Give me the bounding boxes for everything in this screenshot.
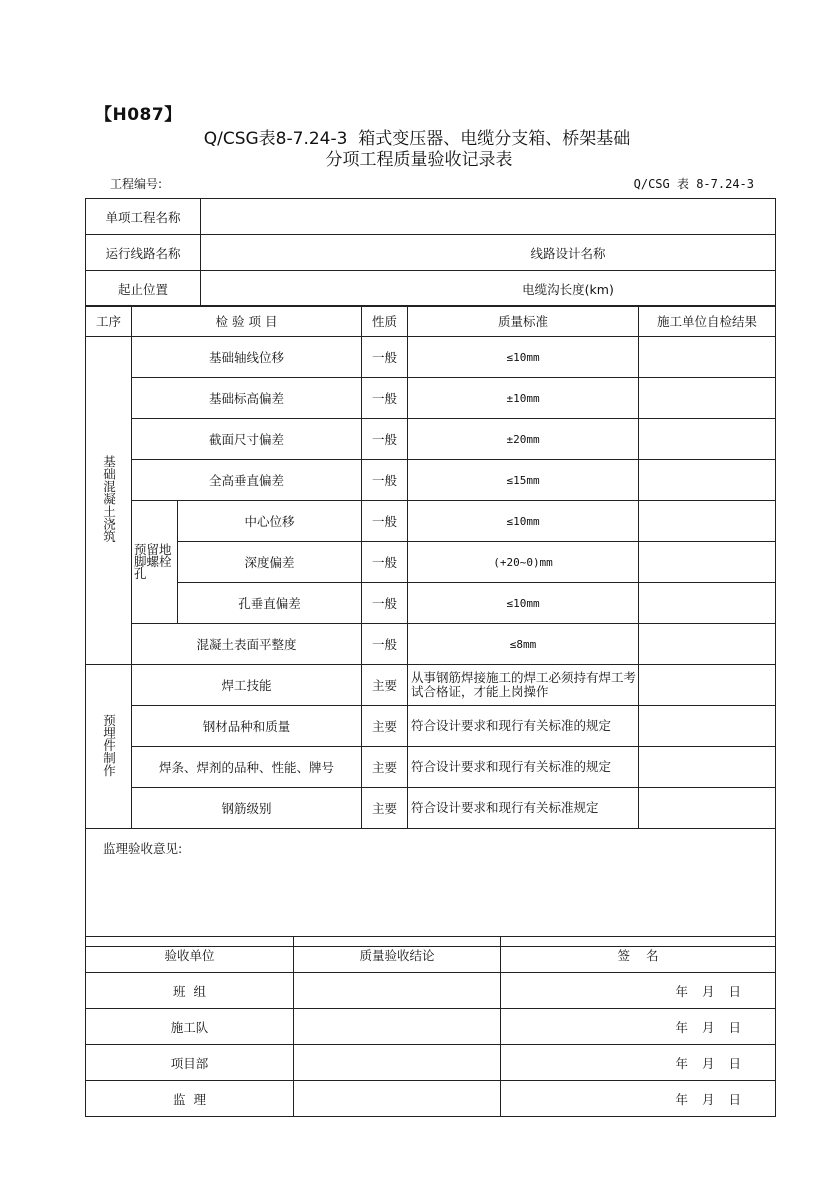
table-row — [86, 788, 776, 829]
conclusion-cell[interactable] — [294, 1045, 501, 1081]
col-item: 检 验 项 目 — [132, 306, 362, 337]
form-code: Q/CSG 表 8-7.24-3 — [633, 177, 754, 191]
nature-cell: 一般 — [362, 337, 408, 378]
col-conclusion: 质量验收结论 — [294, 937, 501, 973]
col-process: 工序 — [86, 306, 132, 337]
trench-length-label: 电缆沟长度(km) — [522, 281, 614, 297]
standard-cell: ≤15mm — [408, 460, 639, 501]
group-concrete-label: 基础混凝土浇筑 — [101, 455, 117, 543]
item-cell: 焊条、焊剂的品种、性能、牌号 — [132, 747, 362, 788]
table-row — [86, 706, 776, 747]
standard-cell: 符合设计要求和现行有关标准规定 — [408, 788, 639, 829]
result-cell[interactable] — [639, 501, 776, 542]
nature-cell: 主要 — [362, 788, 408, 829]
single-project-label: 单项工程名称 — [86, 199, 201, 235]
date-month: 月 — [701, 1091, 715, 1107]
result-cell[interactable] — [639, 583, 776, 624]
result-cell[interactable] — [639, 460, 776, 501]
signature-cell[interactable] — [501, 1009, 776, 1045]
col-signature-label: 签 名 — [617, 947, 659, 963]
standard-cell: (+20~0)mm — [408, 542, 639, 583]
title-line1-text: Q/CSG表8-7.24-3 箱式变压器、电缆分支箱、桥架基础 — [203, 129, 631, 149]
signature-cell[interactable] — [501, 1045, 776, 1081]
result-cell[interactable] — [639, 419, 776, 460]
standard-cell: 从事钢筋焊接施工的焊工必须持有焊工考试合格证，才能上岗操作 — [408, 665, 639, 706]
table-row — [86, 747, 776, 788]
date-month: 月 — [701, 1019, 715, 1035]
item-cell: 孔垂直偏差 — [178, 583, 362, 624]
date-year: 年 — [675, 1019, 688, 1035]
item-cell: 基础标高偏差 — [132, 378, 362, 419]
item-cell: 钢材品种和质量 — [132, 706, 362, 747]
table-row — [86, 542, 776, 583]
unit-cell — [86, 1045, 294, 1081]
sign-row-supervision — [86, 1081, 776, 1117]
result-cell[interactable] — [639, 378, 776, 419]
form-title-line2: 分项工程质量验收记录表 — [325, 150, 513, 170]
unit-label: 项目部 — [170, 1055, 209, 1071]
standard-cell: ≤8mm — [408, 624, 639, 665]
standard-cell: ±10mm — [408, 378, 639, 419]
date-year: 年 — [675, 1091, 688, 1107]
nature-cell: 一般 — [362, 501, 408, 542]
unit-label: 班 组 — [173, 983, 206, 999]
result-cell[interactable] — [639, 542, 776, 583]
supervision-comment-table — [85, 828, 776, 947]
result-cell[interactable] — [639, 624, 776, 665]
table-row — [86, 501, 776, 542]
standard-cell: ≤10mm — [408, 583, 639, 624]
conclusion-cell[interactable] — [294, 1081, 501, 1117]
date-day: 日 — [728, 1055, 741, 1071]
date-month: 月 — [701, 983, 715, 999]
standard-cell: 符合设计要求和现行有关标准的规定 — [408, 747, 639, 788]
date-day: 日 — [728, 1019, 741, 1035]
group-embedded-label: 预埋件制作 — [101, 713, 117, 777]
inspection-table — [85, 305, 776, 829]
item-cell: 中心位移 — [178, 501, 362, 542]
unit-cell — [86, 1009, 294, 1045]
result-cell[interactable] — [639, 337, 776, 378]
table-row — [86, 337, 776, 378]
unit-label: 施工队 — [170, 1019, 209, 1035]
sign-header-row — [86, 937, 776, 973]
line-name-label: 运行线路名称 — [86, 235, 201, 271]
sign-table — [85, 936, 776, 1117]
standard-cell: ≤10mm — [408, 337, 639, 378]
nature-cell: 一般 — [362, 460, 408, 501]
item-cell: 混凝土表面平整度 — [132, 624, 362, 665]
table-row — [86, 378, 776, 419]
item-cell: 全高垂直偏差 — [132, 460, 362, 501]
result-cell[interactable] — [639, 788, 776, 829]
table-row — [86, 624, 776, 665]
table-row — [86, 419, 776, 460]
info-table — [85, 198, 776, 307]
nature-cell: 一般 — [362, 419, 408, 460]
item-cell: 钢筋级别 — [132, 788, 362, 829]
signature-cell[interactable] — [501, 1081, 776, 1117]
info-row-line-name — [86, 235, 776, 271]
table-row — [86, 460, 776, 501]
date-month: 月 — [701, 1055, 715, 1071]
project-number-label: 工程编号: — [110, 177, 163, 191]
start-end-label: 起止位置 — [86, 271, 201, 307]
supervision-comment-cell[interactable] — [86, 829, 776, 947]
nature-cell: 一般 — [362, 583, 408, 624]
item-cell: 深度偏差 — [178, 542, 362, 583]
nature-cell: 主要 — [362, 665, 408, 706]
nature-cell: 一般 — [362, 378, 408, 419]
col-signature — [501, 937, 776, 973]
single-project-value[interactable] — [201, 199, 776, 235]
line-design-cell[interactable] — [201, 235, 776, 271]
result-cell[interactable] — [639, 665, 776, 706]
inspection-header-row — [86, 306, 776, 337]
result-cell[interactable] — [639, 747, 776, 788]
nature-cell: 一般 — [362, 542, 408, 583]
info-row-single-project — [86, 199, 776, 235]
supervision-comment-label: 监理验收意见: — [103, 841, 183, 856]
group-concrete — [86, 337, 132, 665]
group-embedded — [86, 665, 132, 829]
unit-label: 监 理 — [173, 1091, 206, 1107]
form-code-tag: 【H087】 — [95, 105, 182, 125]
date-year: 年 — [675, 1055, 688, 1071]
standard-cell: ≤10mm — [408, 501, 639, 542]
sign-row-crew — [86, 1009, 776, 1045]
date-day: 日 — [728, 1091, 741, 1107]
standard-cell: ±20mm — [408, 419, 639, 460]
date-day: 日 — [728, 983, 741, 999]
sign-row-project-dept — [86, 1045, 776, 1081]
result-cell[interactable] — [639, 706, 776, 747]
nature-cell: 主要 — [362, 706, 408, 747]
col-standard: 质量标准 — [408, 306, 639, 337]
signature-cell[interactable] — [501, 973, 776, 1009]
group-anchor-holes: 预留地脚螺栓孔 — [132, 501, 178, 624]
item-cell: 截面尺寸偏差 — [132, 419, 362, 460]
nature-cell: 主要 — [362, 747, 408, 788]
trench-length-cell[interactable] — [201, 271, 776, 307]
line-design-label: 线路设计名称 — [530, 245, 606, 261]
standard-cell: 符合设计要求和现行有关标准的规定 — [408, 706, 639, 747]
table-row — [86, 583, 776, 624]
col-nature: 性质 — [362, 306, 408, 337]
item-cell: 焊工技能 — [132, 665, 362, 706]
sign-row-team — [86, 973, 776, 1009]
col-result: 施工单位自检结果 — [639, 306, 776, 337]
info-row-start-end — [86, 271, 776, 307]
table-row — [86, 665, 776, 706]
item-cell: 基础轴线位移 — [132, 337, 362, 378]
conclusion-cell[interactable] — [294, 1009, 501, 1045]
conclusion-cell[interactable] — [294, 973, 501, 1009]
date-year: 年 — [675, 983, 688, 999]
col-unit: 验收单位 — [86, 937, 294, 973]
unit-cell — [86, 973, 294, 1009]
nature-cell: 一般 — [362, 624, 408, 665]
unit-cell — [86, 1081, 294, 1117]
